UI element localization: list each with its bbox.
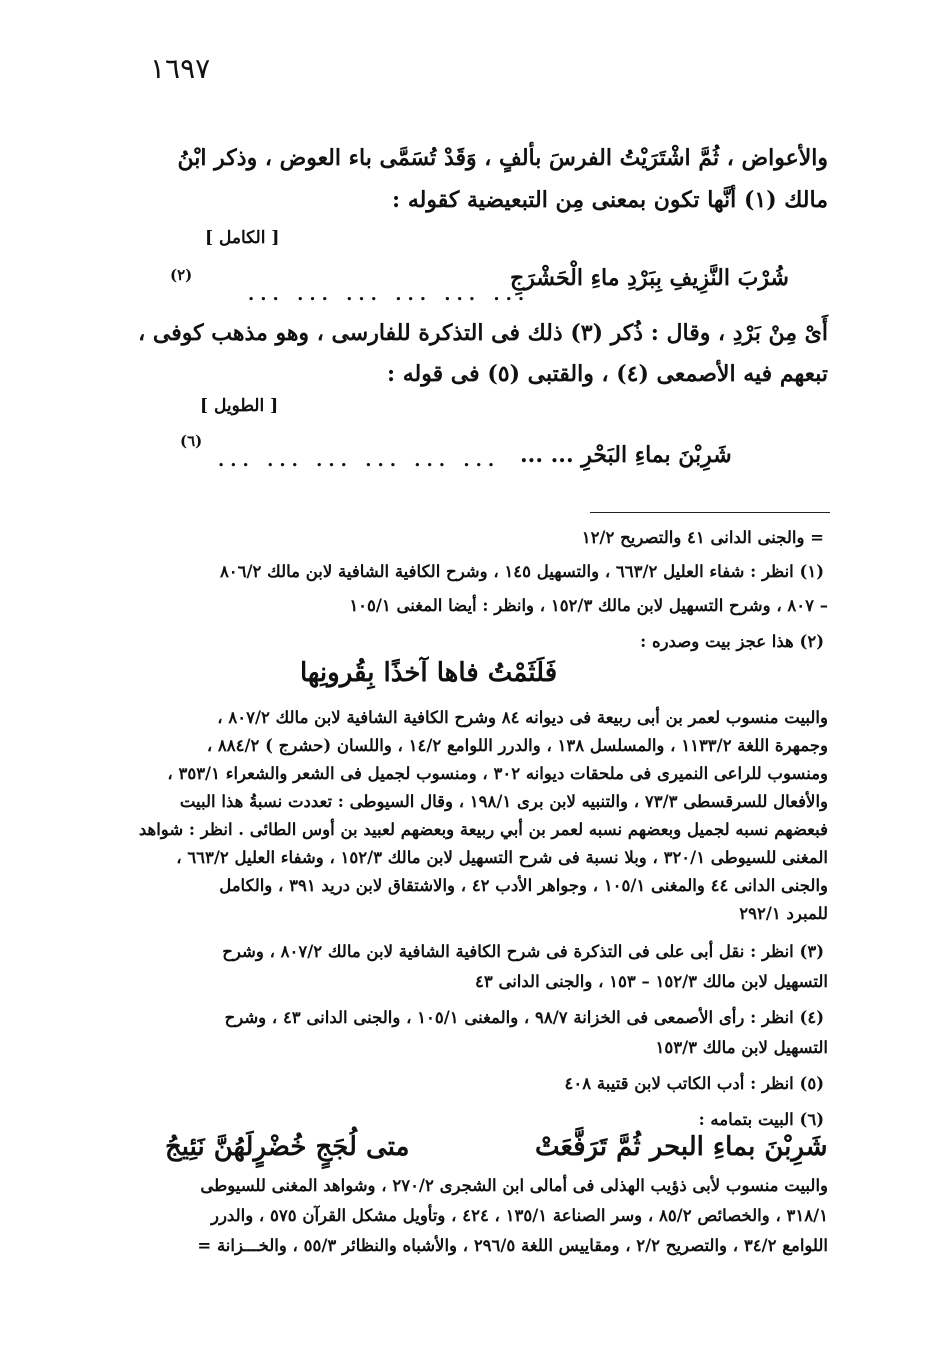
footnote-2-line-2: والبيت منسوب لعمر بن أبى ربيعة فى ديوانه ٨٤ وشرح الكافية الشافية لابن مالك ٨٠٧/٢ ، xyxy=(217,708,828,727)
meter-label-tawil: [ الطويل ] xyxy=(200,396,279,416)
footnote-2-line-4: ومنسوب للراعى النميرى فى ملحقات ديوانه ٣٠٢ ، ومنسوب لجميل فى الشعر والشعراء ٣٥٣/١ ، xyxy=(167,764,828,783)
footnote-2-line-9: للمبرد ٢٩٢/١ xyxy=(739,904,828,923)
footnote-2-hemistich: فَلَثَمْتُ فاها آخذًا بِقُرونِها xyxy=(300,658,558,688)
footnote-4-line-2: التسهيل لابن مالك ١٥٣/٣ xyxy=(655,1038,828,1057)
footnote-1-line-1: (١) انظر : شفاء العليل ٦٦٣/٢ ، والتسهيل ١٤٥ ، وشرح الكافية الشافية لابن مالك ٨٠٦/٢ xyxy=(219,562,824,581)
page-number: ١٦٩٧ xyxy=(150,52,211,85)
footnote-2-line-1: (٢) هذا عجز بيت وصدره : xyxy=(640,632,824,651)
body-line-3: أَىْ مِنْ بَرْدِ ، وقال : ذُكر (٣) ذلك فى التذكرة للفارسى ، وهو مذهب كوفى ، xyxy=(138,320,828,346)
verse-1-ellipsis: ... ... ... ... ... ... xyxy=(248,284,531,305)
footnote-continuation: = والجنى الدانى ٤١ والتصريح ١٢/٢ xyxy=(581,528,824,547)
meter-label-kamil: [ الكامل ] xyxy=(205,228,280,248)
footnote-6-line-3: ٣١٨/١ ، والخصائص ٨٥/٢ ، وسر الصناعة ١٣٥/١ ، ٤٢٤ ، وتأويل مشكل القرآن ٥٧٥ ، والدرر xyxy=(211,1206,828,1225)
verse-1: شُرْبَ النَّزِيفِ بِبَرْدِ ماءِ الْحَشْرَجِ xyxy=(510,265,789,291)
verse-2-footnote-ref: (٦) xyxy=(180,432,203,450)
footnote-3-line-1: (٣) انظر : نقل أبى على فى التذكرة فى شرح الكافية الشافية لابن مالك ٨٠٧/٢ ، وشرح xyxy=(222,942,824,961)
footnote-6-line-4: اللوامع ٣٤/٢ ، والتصريح ٢/٢ ، ومقاييس اللغة ٢٩٦/٥ ، والأشباه والنظائر ٥٥/٣ ، والخـــزانة = xyxy=(197,1236,828,1255)
verse-1-footnote-ref: (٢) xyxy=(170,266,193,284)
footnote-2-line-7: المغنى للسيوطى ٣٢٠/١ ، وبلا نسبة فى شرح التسهيل لابن مالك ١٥٢/٣ ، وشفاء العليل ٦٦٣/٢ ، xyxy=(176,848,828,867)
footnote-6-line-1: (٦) البيت بتمامه : xyxy=(698,1110,824,1129)
body-line-1: والأعواض ، ثُمَّ اشْتَرَيْتُ الفرسَ بألفٍ ، وَقَدْ تُسَمَّى باء العوض ، وذكر ابْنُ xyxy=(177,145,828,171)
verse-2: شَرِبْنَ بماءِ البَحْرِ ... ... xyxy=(520,442,732,468)
footnote-3-line-2: التسهيل لابن مالك ١٥٢/٣ – ١٥٣ ، والجنى الدانى ٤٣ xyxy=(474,972,828,991)
footnote-6-line-2: والبيت منسوب لأبى ذؤيب الهذلى فى أمالى ابن الشجرى ٢٧٠/٢ ، وشواهد المغنى للسيوطى xyxy=(200,1176,828,1195)
footnote-2-line-6: فبعضهم نسبه لجميل وبعضهم نسبه لعمر بن أبي ربيعة وبعضهم لعبيد بن أوس الطائى . انظر : شواهد xyxy=(138,820,828,839)
body-line-2: مالك (١) أنَّها تكون بمعنى مِن التبعيضية كقوله : xyxy=(392,187,828,213)
footnote-6-hemistich-2: متى لُجَجٍ خُضْرٍلَهُنَّ نَئِيجُ xyxy=(165,1132,410,1162)
footnote-separator xyxy=(590,512,830,513)
footnote-6-hemistich-1: شَرِبْنَ بماءِ البحر ثُمَّ تَرَفَّعَتْ xyxy=(535,1132,828,1162)
body-line-4: تبعهم فيه الأصمعى (٤) ، والقتبى (٥) فى قوله : xyxy=(386,361,828,387)
footnote-4-line-1: (٤) انظر : رأى الأصمعى فى الخزانة ٩٨/٧ ، والمغنى ١٠٥/١ ، والجنى الدانى ٤٣ ، وشرح xyxy=(224,1008,824,1027)
footnote-2-line-3: وجمهرة اللغة ١١٣٣/٢ ، والمسلسل ١٣٨ ، والدرر اللوامع ١٤/٢ ، واللسان (حشرج ) ٨٨٤/٢ ، xyxy=(206,736,828,755)
footnote-2-line-8: والجنى الدانى ٤٤ والمغنى ١٠٥/١ ، وجواهر الأدب ٤٢ ، والاشتقاق لابن دريد ٣٩١ ، والكامل xyxy=(219,876,828,895)
footnote-5: (٥) انظر : أدب الكاتب لابن قتيبة ٤٠٨ xyxy=(564,1074,824,1093)
footnote-1-line-2: – ٨٠٧ ، وشرح التسهيل لابن مالك ١٥٢/٣ ، وانظر : أيضا المغنى ١٠٥/١ xyxy=(349,596,828,615)
verse-2-ellipsis: ... ... ... ... ... ... xyxy=(218,450,501,471)
footnote-2-line-5: والأفعال للسرقسطى ٧٣/٣ ، والتنبيه لابن برى ١٩٨/١ ، وقال السيوطى : تعددت نسبةُ هذا البيت xyxy=(179,792,828,811)
